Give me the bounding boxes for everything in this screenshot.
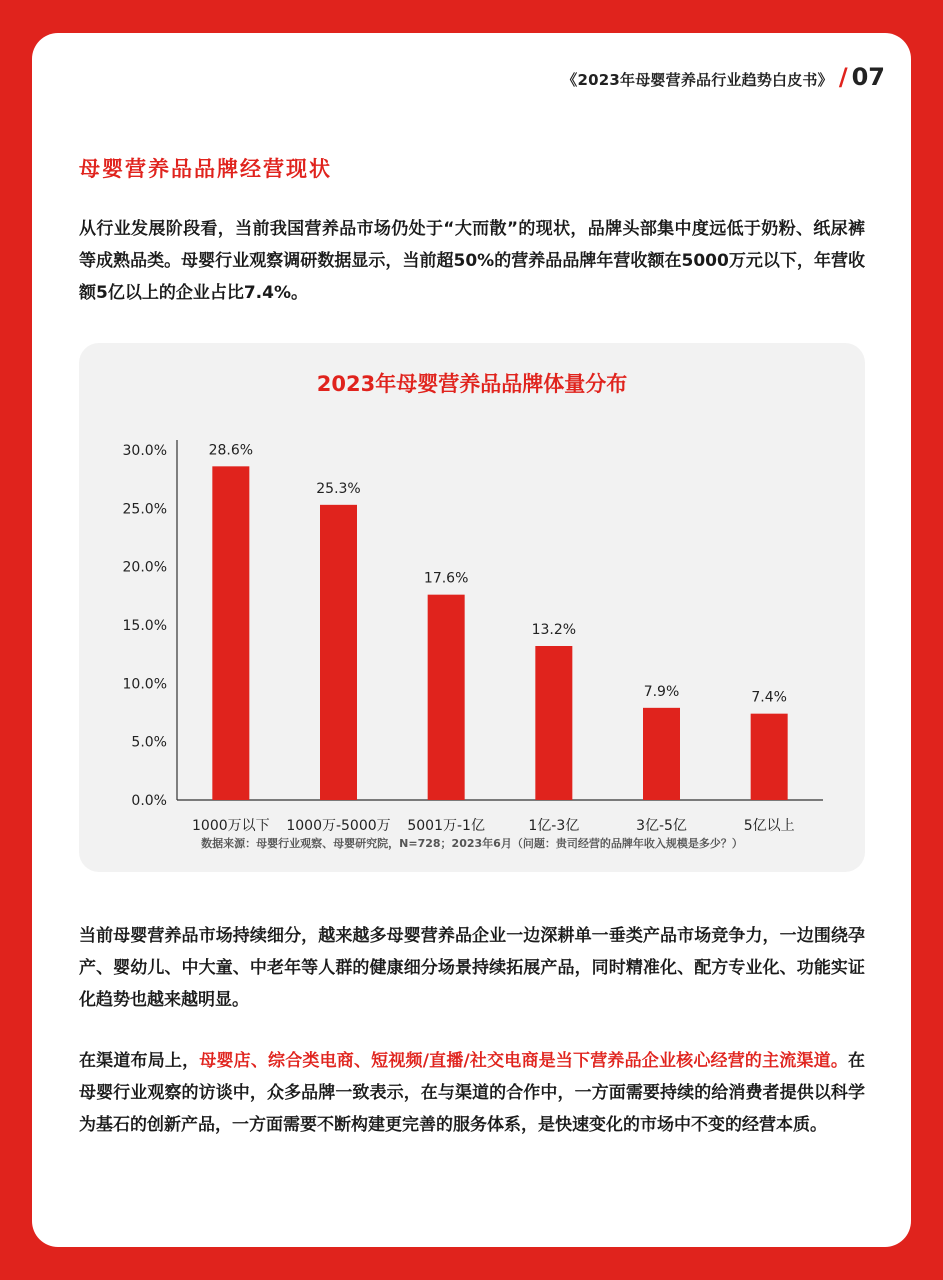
channel-paragraph-highlight: 母婴店、综合类电商、短视频/直播/社交电商是当下营养品企业核心经营的主流渠道。	[199, 1051, 849, 1071]
market-paragraph: 当前母婴营养品市场持续细分，越来越多母婴营养品企业一边深耕单一垂类产品市场竞争力，一边围绕孕产、婴幼儿、中大童、中老年等人群的健康细分场景持续拓展产品，同时精准化、配方专业化、功能实证化趋势也越来越明显。	[79, 926, 865, 1010]
bar-3	[428, 595, 465, 800]
page-card	[32, 33, 911, 1247]
y-tick-label: 15.0%	[122, 618, 167, 634]
header-divider: /	[838, 63, 848, 91]
y-tick-label: 5.0%	[131, 734, 167, 751]
channel-paragraph-prefix: 在渠道布局上，	[79, 1051, 200, 1071]
bar-chart	[79, 343, 865, 872]
y-tick-label: 0.0%	[131, 793, 167, 809]
y-tick-label: 25.0%	[122, 501, 167, 518]
x-tick-label: 1亿-3亿	[528, 818, 580, 834]
data-label: 17.6%	[423, 570, 469, 587]
bar-chart-card	[79, 343, 865, 872]
chart-title: 2023年母婴营养品品牌体量分布	[316, 372, 628, 396]
x-tick-label: 5亿以上	[743, 818, 795, 834]
bar-5	[643, 708, 680, 800]
intro-paragraph: 从行业发展阶段看，当前我国营养品市场仍处于“大而散”的现状，品牌头部集中度远低于奶粉、纸尿裤等成熟品类。母婴行业观察调研数据显示，当前超50%的营养品品牌年营收额在5000万元以下，年营收额5亿以上的企业占比7.4%。	[79, 219, 865, 303]
y-tick-label: 30.0%	[122, 443, 167, 459]
data-label: 13.2%	[531, 622, 577, 638]
bar-4	[535, 646, 572, 800]
page-header	[562, 63, 885, 91]
page-number: 07	[851, 63, 885, 91]
chart-source-note: 数据来源：母婴行业观察、母婴研究院，N=728；2023年6月（问题：贵司经营的品牌年收入规模是多少？）	[201, 837, 743, 850]
document-title: 《2023年母婴营养品行业趋势白皮书》	[562, 71, 833, 89]
bar-6	[751, 714, 788, 800]
section-title: 母婴营养品品牌经营现状	[79, 157, 332, 181]
data-label: 7.9%	[643, 683, 680, 700]
x-tick-label: 3亿-5亿	[636, 818, 687, 834]
x-tick-label: 1000万以下	[192, 818, 270, 834]
bar-1	[212, 466, 249, 800]
x-tick-label: 5001万-1亿	[407, 818, 485, 834]
y-tick-label: 20.0%	[122, 559, 167, 576]
channel-paragraph	[79, 1045, 865, 1141]
chart-labels	[192, 442, 795, 834]
chart-bars	[212, 466, 787, 800]
bar-2	[320, 505, 357, 800]
data-label: 7.4%	[751, 689, 787, 706]
data-label: 25.3%	[316, 480, 361, 497]
data-label: 28.6%	[208, 442, 254, 459]
y-tick-label: 10.0%	[122, 676, 167, 693]
channel-paragraph-suffix: 在母婴行业观察的访谈中，众多品牌一致表示，在与渠道的合作中，一方面需要持续的给消费者提供以科学为基石的创新产品，一方面需要不断构建更完善的服务体系，是快速变化的市场中不变的经营本质。	[79, 1051, 866, 1135]
x-tick-label: 1000万-5000万	[286, 818, 391, 834]
